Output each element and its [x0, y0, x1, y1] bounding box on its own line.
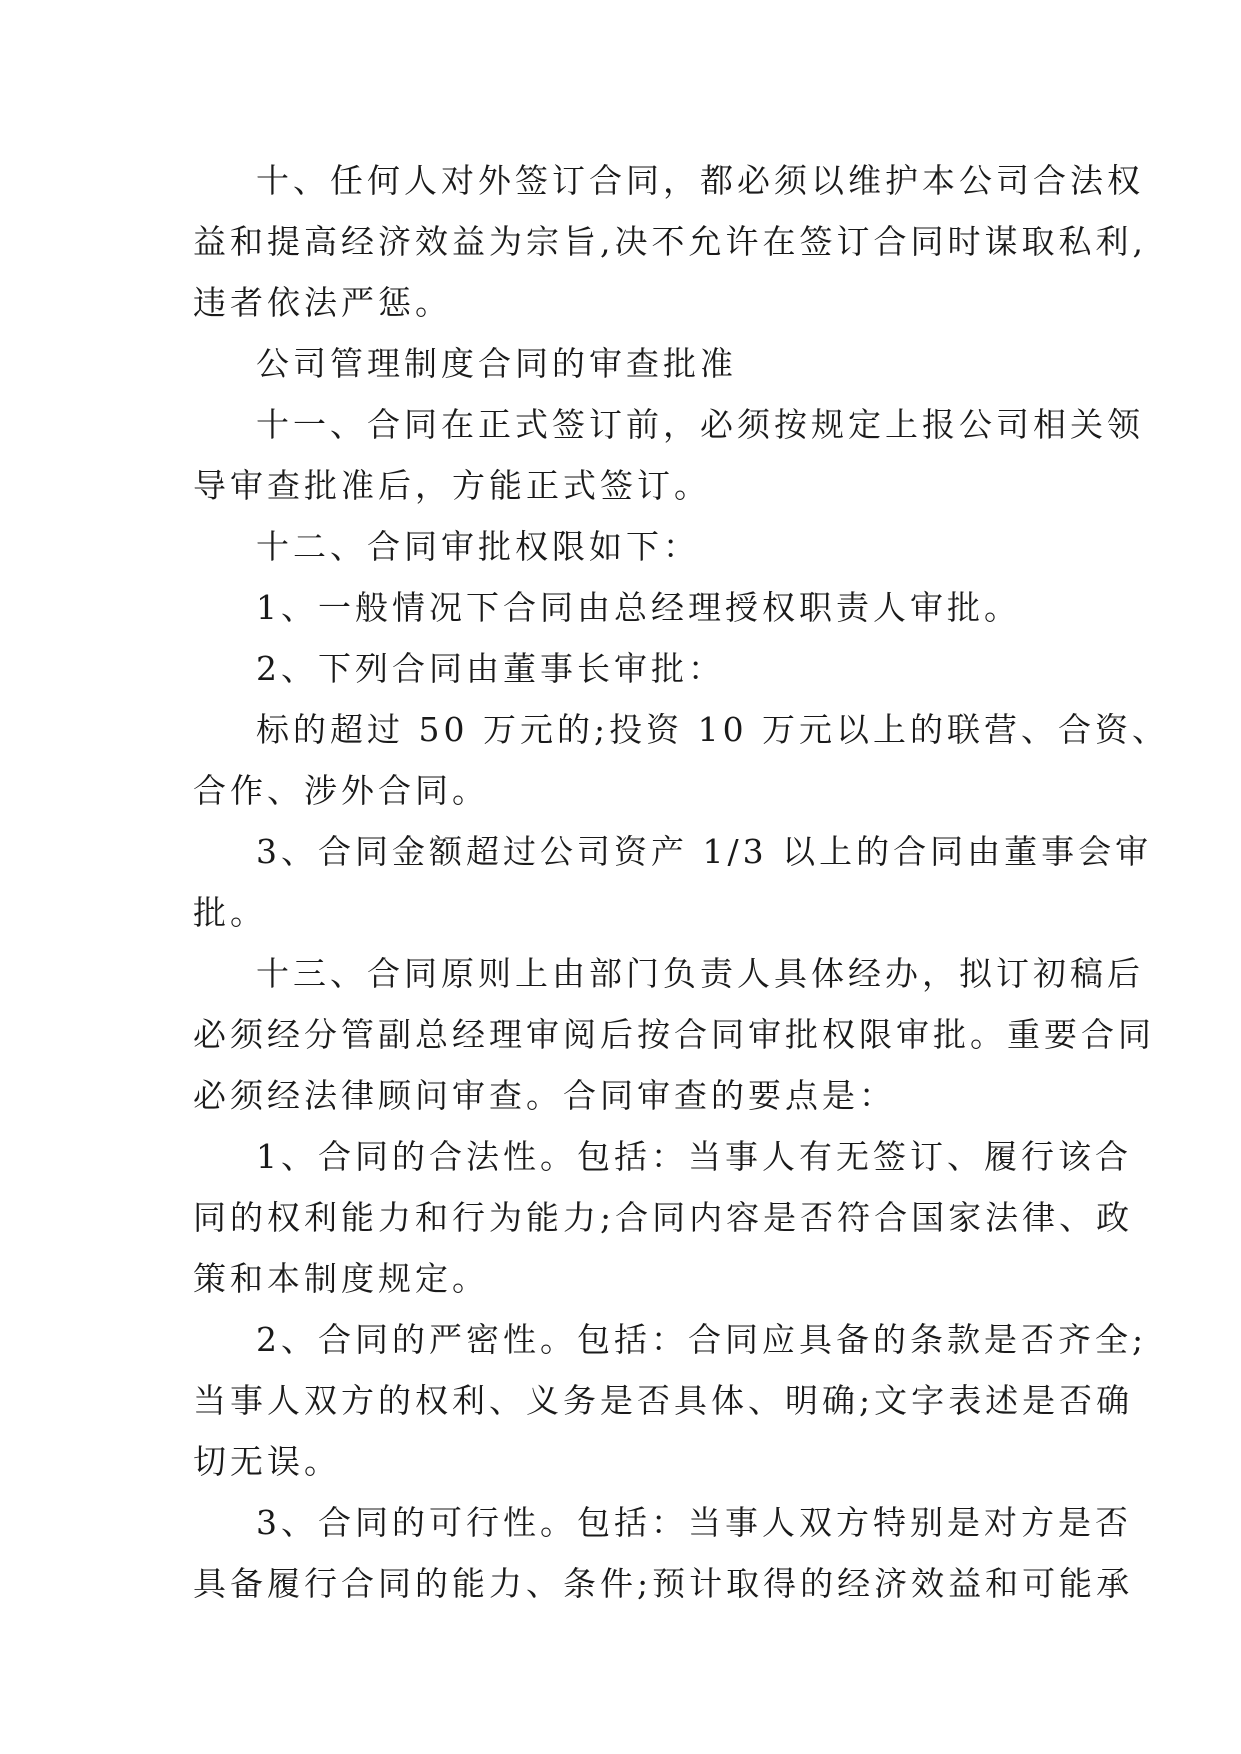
clause-13-line-1: 十三、合同原则上由部门负责人具体经办，拟订初稿后 [256, 954, 1144, 993]
clause-12-item-2: 2、下列合同由董事长审批： [256, 649, 725, 688]
clause-13-item-2-line-3: 切无误。 [193, 1442, 341, 1481]
clause-13-item-2-line-1: 2、合同的严密性。包括：合同应具备的条款是否齐全; [256, 1320, 1148, 1359]
clause-13-line-2: 必须经分管副总经理审阅后按合同审批权限审批。重要合同 [193, 1015, 1155, 1054]
clause-12-item-2-detail-line-2: 合作、涉外合同。 [193, 771, 489, 810]
clause-12-item-2-detail-line-1: 标的超过 50 万元的;投资 10 万元以上的联营、合资、 [256, 710, 1170, 749]
document-page [193, 150, 1170, 1614]
clause-10-line-2: 益和提高经济效益为宗旨,决不允许在签订合同时谋取私利, [193, 222, 1147, 261]
clause-13-item-1-line-3: 策和本制度规定。 [193, 1259, 489, 1298]
clause-13-item-2-line-2: 当事人双方的权利、义务是否具体、明确;文字表述是否确 [193, 1381, 1134, 1420]
clause-13-item-1-line-1: 1、合同的合法性。包括：当事人有无签订、履行该合 [256, 1137, 1132, 1176]
clause-12-item-3-line-1: 3、合同金额超过公司资产 1/3 以上的合同由董事会审 [256, 832, 1153, 871]
clause-12-line-1: 十二、合同审批权限如下： [256, 527, 700, 566]
clause-12-item-1: 1、一般情况下合同由总经理授权职责人审批。 [256, 588, 1021, 627]
clause-13-item-1-line-2: 同的权利能力和行为能力;合同内容是否符合国家法律、政 [193, 1198, 1134, 1237]
clause-13-line-3: 必须经法律顾问审查。合同审查的要点是： [193, 1076, 896, 1115]
clause-11-line-1: 十一、合同在正式签订前，必须按规定上报公司相关领 [256, 405, 1144, 444]
clause-10-line-1: 十、任何人对外签订合同，都必须以维护本公司合法权 [256, 161, 1144, 200]
clause-13-item-3-line-1: 3、合同的可行性。包括：当事人双方特别是对方是否 [256, 1503, 1132, 1542]
clause-13-item-3-line-2: 具备履行合同的能力、条件;预计取得的经济效益和可能承 [193, 1564, 1134, 1603]
clause-11-line-2: 导审查批准后，方能正式签订。 [193, 466, 711, 505]
section-heading: 公司管理制度合同的审查批准 [256, 344, 737, 383]
clause-10-line-3: 违者依法严惩。 [193, 283, 452, 322]
clause-12-item-3-line-2: 批。 [193, 893, 267, 932]
